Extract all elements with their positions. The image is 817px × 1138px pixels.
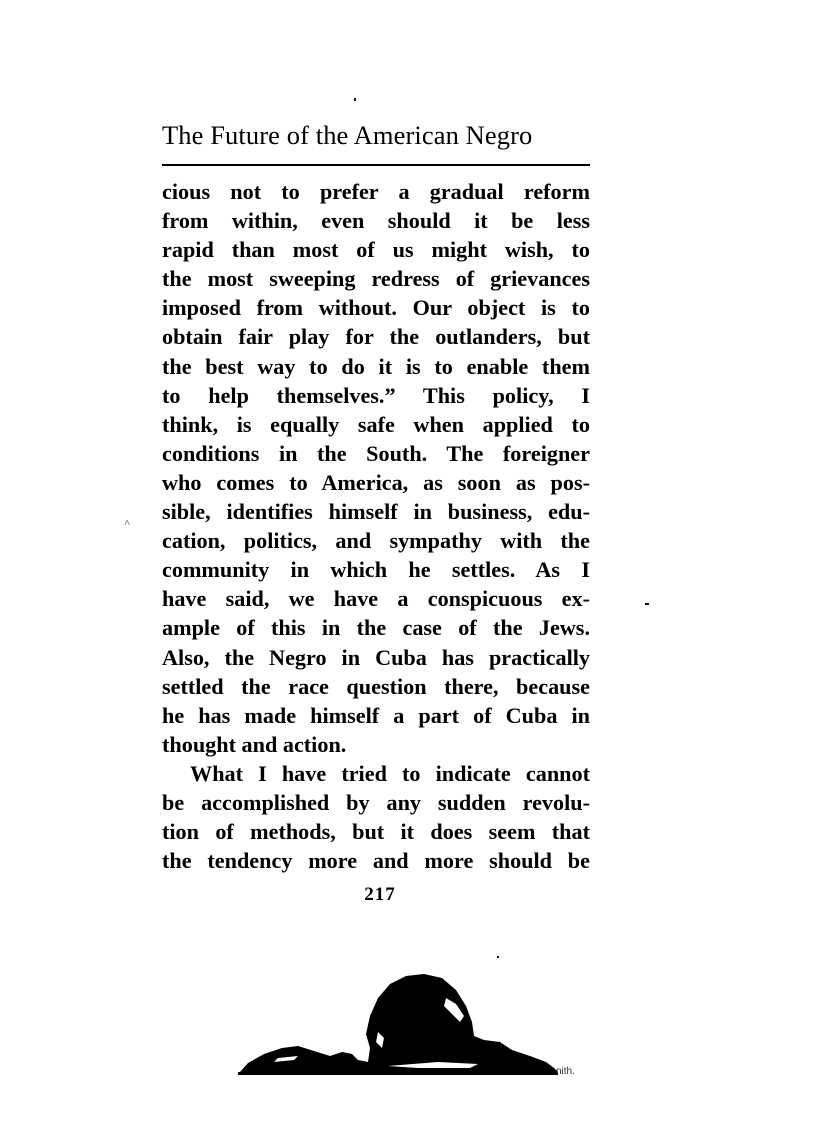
text-line: be accomplished by any sudden revolu- — [162, 789, 590, 815]
text-line: community in which he settles. As I — [162, 557, 590, 583]
text-line: he has made himself a part of Cuba in — [162, 702, 590, 728]
text-line: thought and action. — [162, 731, 347, 757]
text-line: the best way to do it is to enable them — [162, 353, 590, 379]
header-rule — [162, 164, 590, 166]
ink-speck — [645, 603, 649, 605]
stamp-fragment: nith. — [556, 1066, 575, 1077]
running-head: The Future of the American Negro — [162, 120, 533, 150]
paragraph-first-line: What I have tried to indicate cannot — [190, 760, 590, 786]
text-line: who comes to America, as soon as pos- — [162, 469, 590, 495]
text-line: the most sweeping redress of grievances — [162, 266, 590, 292]
text-line: to help themselves.” This policy, I — [162, 382, 590, 408]
text-line: think, is equally safe when applied to — [162, 411, 590, 437]
text-line: Also, the Negro in Cuba has practically — [162, 644, 590, 670]
ink-baseline — [238, 1072, 558, 1075]
text-line: have said, we have a conspicuous ex- — [162, 586, 590, 612]
text-line: the tendency more and more should be — [162, 848, 590, 874]
ink-speck — [497, 956, 499, 958]
ink-blot-stamp — [238, 968, 584, 1078]
text-line: conditions in the South. The foreigner — [162, 440, 590, 466]
text-line: cation, politics, and sympathy with the — [162, 528, 590, 554]
text-line: ample of this in the case of the Jews. — [162, 615, 590, 641]
margin-mark: ˄ — [124, 517, 131, 529]
ink-speck — [354, 98, 356, 101]
text-line: rapid than most of us might wish, to — [162, 237, 590, 263]
text-line: cious not to prefer a gradual reform — [162, 179, 590, 204]
text-line: obtain fair play for the outlanders, but — [162, 324, 590, 350]
body-text — [162, 177, 590, 875]
text-line: from within, even should it be less — [162, 208, 590, 234]
page-number: 217 — [364, 884, 396, 905]
text-line: sible, identifies himself in business, edu- — [162, 499, 590, 525]
text-line: imposed from without. Our object is to — [162, 295, 590, 321]
text-line: settled the race question there, because — [162, 673, 590, 699]
text-line: tion of methods, but it does seem that — [162, 819, 590, 845]
